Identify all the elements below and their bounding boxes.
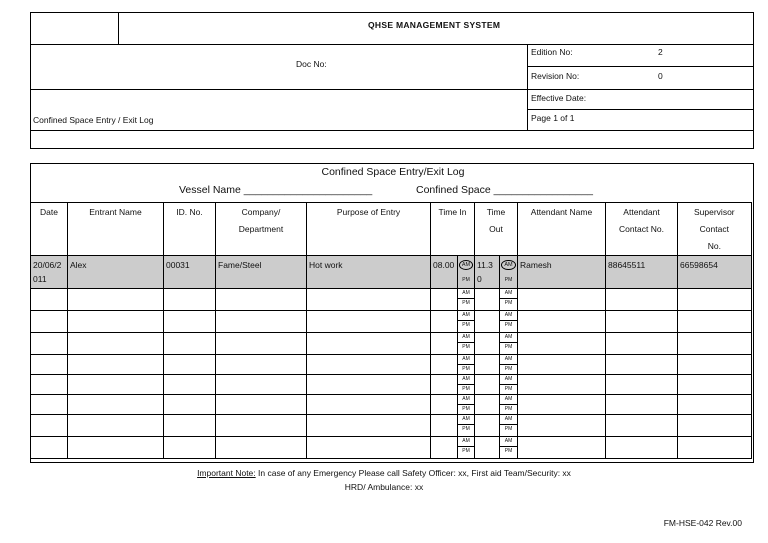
empty-cell[interactable] xyxy=(307,395,431,415)
empty-cell[interactable] xyxy=(678,333,752,355)
col-supervisor-contact: Supervisor Contact No. xyxy=(678,203,752,256)
note-label: Important Note: xyxy=(197,468,256,478)
empty-cell[interactable] xyxy=(606,437,678,459)
log-title: Confined Space Entry/Exit Log xyxy=(321,166,465,178)
empty-cell[interactable] xyxy=(678,437,752,459)
empty-cell[interactable] xyxy=(475,333,500,355)
pm-label: PM xyxy=(462,344,470,350)
am-label: AM xyxy=(500,375,517,385)
empty-cell[interactable] xyxy=(518,375,606,395)
header-block xyxy=(30,12,754,149)
pm-label: PM xyxy=(462,322,470,328)
am-label: AM xyxy=(458,415,474,425)
cell-time-out-ampm[interactable] xyxy=(500,415,518,437)
empty-cell[interactable] xyxy=(68,289,164,311)
empty-cell[interactable] xyxy=(678,289,752,311)
pm-label: PM xyxy=(462,406,470,412)
empty-cell[interactable] xyxy=(68,437,164,459)
empty-cell[interactable] xyxy=(606,333,678,355)
col-time-in: Time In xyxy=(431,203,475,256)
cell-time-in-ampm[interactable] xyxy=(458,395,475,415)
table-row xyxy=(31,289,752,311)
col-date: Date xyxy=(31,203,68,256)
table-row xyxy=(31,311,752,333)
pm-label: PM xyxy=(504,322,513,328)
cell-time-out-ampm[interactable] xyxy=(500,289,518,311)
cell-time-in-ampm[interactable] xyxy=(458,333,475,355)
col-entrant-name: Entrant Name xyxy=(68,203,164,256)
pm-label: PM xyxy=(462,448,470,454)
empty-cell[interactable] xyxy=(216,355,307,375)
col-purpose: Purpose of Entry xyxy=(307,203,431,256)
cell-time-in-ampm[interactable] xyxy=(458,311,475,333)
note-text: In case of any Emergency Please call Safety Officer: xx, First aid Team/Security: xx xyxy=(255,468,571,478)
empty-cell[interactable] xyxy=(216,289,307,311)
cell-time-out[interactable]: 11.30 xyxy=(475,256,500,289)
empty-cell[interactable] xyxy=(216,395,307,415)
am-label: AM xyxy=(458,355,474,365)
empty-cell[interactable] xyxy=(307,311,431,333)
confined-space-field[interactable]: Confined Space _________________ xyxy=(416,184,593,196)
cell-attendant[interactable]: Ramesh xyxy=(518,256,606,289)
cell-time-out-ampm[interactable] xyxy=(500,395,518,415)
table-row xyxy=(31,375,752,395)
empty-cell[interactable] xyxy=(678,415,752,437)
empty-cell[interactable] xyxy=(518,333,606,355)
empty-cell[interactable] xyxy=(475,289,500,311)
am-label: AM xyxy=(500,289,517,299)
empty-cell[interactable] xyxy=(68,415,164,437)
cell-date[interactable]: 20/06/2011 xyxy=(31,256,68,289)
revision-value: 0 xyxy=(658,71,663,81)
edition-value: 2 xyxy=(658,47,663,57)
pm-label: PM xyxy=(504,366,513,372)
cell-attendant-contact[interactable]: 88645511 xyxy=(606,256,678,289)
empty-cell[interactable] xyxy=(678,375,752,395)
table-row xyxy=(31,437,752,459)
cell-time-in-ampm[interactable]: AM PM xyxy=(458,256,475,289)
empty-cell[interactable] xyxy=(518,415,606,437)
am-label: AM xyxy=(458,395,474,405)
empty-cell[interactable] xyxy=(31,395,68,415)
am-label: AM xyxy=(500,311,517,321)
pm-label: PM xyxy=(462,426,470,432)
header-divider xyxy=(527,109,754,110)
empty-cell[interactable] xyxy=(431,375,458,395)
cell-time-out-ampm[interactable]: AM PM xyxy=(500,256,518,289)
empty-cell[interactable] xyxy=(68,395,164,415)
am-label: AM xyxy=(500,437,517,447)
cell-time-in-ampm[interactable] xyxy=(458,355,475,375)
table-header-row xyxy=(31,203,752,256)
system-title: QHSE MANAGEMENT SYSTEM xyxy=(368,20,501,30)
empty-cell[interactable] xyxy=(606,395,678,415)
cell-time-out-ampm[interactable] xyxy=(500,375,518,395)
am-label: AM xyxy=(500,355,517,365)
edition-label: Edition No: xyxy=(531,47,573,57)
am-label: AM xyxy=(458,333,474,343)
am-label: AM xyxy=(458,311,474,321)
empty-cell[interactable] xyxy=(678,355,752,375)
col-time-out: Time Out xyxy=(475,203,518,256)
col-company: Company/ Department xyxy=(216,203,307,256)
empty-cell[interactable] xyxy=(164,415,216,437)
cell-time-out-ampm[interactable] xyxy=(500,437,518,459)
log-table xyxy=(30,202,752,459)
cell-time-in[interactable]: 08.00 xyxy=(431,256,458,289)
header-divider xyxy=(30,89,754,90)
empty-cell[interactable] xyxy=(31,415,68,437)
cell-time-out-ampm[interactable] xyxy=(500,333,518,355)
cell-purpose[interactable]: Hot work xyxy=(307,256,431,289)
empty-cell[interactable] xyxy=(31,355,68,375)
cell-entrant[interactable]: Alex xyxy=(68,256,164,289)
empty-cell[interactable] xyxy=(431,311,458,333)
am-circle-icon: AM xyxy=(459,260,473,270)
empty-cell[interactable] xyxy=(606,375,678,395)
am-label: AM xyxy=(458,375,474,385)
empty-cell[interactable] xyxy=(518,311,606,333)
effective-date-label: Effective Date: xyxy=(531,93,587,103)
am-label: AM xyxy=(458,437,474,447)
empty-cell[interactable] xyxy=(518,437,606,459)
pm-label: PM xyxy=(462,386,470,392)
empty-cell[interactable] xyxy=(164,355,216,375)
note-line2: HRD/ Ambulance: xx xyxy=(344,482,424,492)
empty-cell[interactable] xyxy=(307,289,431,311)
page-label: Page 1 of 1 xyxy=(531,113,575,123)
empty-cell[interactable] xyxy=(678,311,752,333)
empty-cell[interactable] xyxy=(307,355,431,375)
header-divider xyxy=(118,12,119,44)
empty-cell[interactable] xyxy=(164,437,216,459)
empty-cell[interactable] xyxy=(216,311,307,333)
empty-cell[interactable] xyxy=(475,311,500,333)
empty-cell[interactable] xyxy=(307,437,431,459)
am-circle-icon: AM xyxy=(501,260,515,270)
empty-cell[interactable] xyxy=(164,311,216,333)
pm-label: PM xyxy=(504,344,513,350)
empty-cell[interactable] xyxy=(216,415,307,437)
table-row xyxy=(31,415,752,437)
empty-cell[interactable] xyxy=(31,311,68,333)
empty-cell[interactable] xyxy=(678,395,752,415)
col-id-no: ID. No. xyxy=(164,203,216,256)
empty-cell[interactable] xyxy=(31,289,68,311)
empty-cell[interactable] xyxy=(164,333,216,355)
document-title: Confined Space Entry / Exit Log xyxy=(33,115,154,125)
revision-label: Revision No: xyxy=(531,71,580,81)
am-label: AM xyxy=(458,289,474,299)
empty-cell[interactable] xyxy=(518,395,606,415)
cell-supervisor-contact[interactable]: 66598654 xyxy=(678,256,752,289)
cell-time-in-ampm[interactable] xyxy=(458,289,475,311)
empty-cell[interactable] xyxy=(518,355,606,375)
table-row xyxy=(31,333,752,355)
empty-cell[interactable] xyxy=(606,311,678,333)
pm-label: PM xyxy=(504,300,513,306)
empty-cell[interactable] xyxy=(431,437,458,459)
cell-time-out-ampm[interactable] xyxy=(500,311,518,333)
empty-cell[interactable] xyxy=(68,375,164,395)
empty-cell[interactable] xyxy=(31,333,68,355)
empty-cell[interactable] xyxy=(431,333,458,355)
pm-label: PM xyxy=(504,386,513,392)
cell-time-in-ampm[interactable] xyxy=(458,415,475,437)
empty-cell[interactable] xyxy=(307,333,431,355)
empty-cell[interactable] xyxy=(431,395,458,415)
important-note xyxy=(0,466,768,494)
empty-cell[interactable] xyxy=(216,333,307,355)
empty-cell[interactable] xyxy=(518,289,606,311)
empty-cell[interactable] xyxy=(307,415,431,437)
empty-cell[interactable] xyxy=(31,375,68,395)
empty-cell[interactable] xyxy=(475,375,500,395)
header-divider xyxy=(30,44,754,45)
table-row xyxy=(31,355,752,375)
empty-cell[interactable] xyxy=(307,375,431,395)
am-label: AM xyxy=(500,415,517,425)
col-attendant-name: Attendant Name xyxy=(518,203,606,256)
empty-cell[interactable] xyxy=(431,415,458,437)
empty-cell[interactable] xyxy=(475,355,500,375)
empty-cell[interactable] xyxy=(216,437,307,459)
empty-cell[interactable] xyxy=(216,375,307,395)
empty-cell[interactable] xyxy=(475,395,500,415)
form-code: FM-HSE-042 Rev.00 xyxy=(663,518,742,528)
empty-cell[interactable] xyxy=(164,375,216,395)
empty-cell[interactable] xyxy=(475,437,500,459)
cell-id[interactable]: 00031 xyxy=(164,256,216,289)
cell-company[interactable]: Fame/Steel xyxy=(216,256,307,289)
col-attendant-contact: Attendant Contact No. xyxy=(606,203,678,256)
empty-cell[interactable] xyxy=(606,415,678,437)
cell-time-out-ampm[interactable] xyxy=(500,355,518,375)
pm-label: PM xyxy=(504,406,513,412)
header-divider xyxy=(30,130,754,131)
cell-time-in-ampm[interactable] xyxy=(458,437,475,459)
doc-no-label: Doc No: xyxy=(296,59,327,69)
empty-cell[interactable] xyxy=(606,355,678,375)
empty-cell[interactable] xyxy=(431,355,458,375)
table-row xyxy=(31,395,752,415)
vessel-name-field[interactable]: Vessel Name ______________________ xyxy=(179,184,373,196)
pm-label: PM xyxy=(504,426,513,432)
empty-cell[interactable] xyxy=(68,355,164,375)
am-label: AM xyxy=(500,333,517,343)
empty-cell[interactable] xyxy=(68,311,164,333)
empty-cell[interactable] xyxy=(164,289,216,311)
empty-cell[interactable] xyxy=(475,415,500,437)
table-row xyxy=(31,256,752,289)
empty-cell[interactable] xyxy=(606,289,678,311)
pm-label: PM xyxy=(462,300,470,306)
empty-cell[interactable] xyxy=(164,395,216,415)
empty-cell[interactable] xyxy=(431,289,458,311)
header-divider xyxy=(527,66,754,67)
pm-label: PM xyxy=(462,366,470,372)
cell-time-in-ampm[interactable] xyxy=(458,375,475,395)
am-label: AM xyxy=(500,395,517,405)
header-divider xyxy=(527,44,528,130)
pm-label: PM xyxy=(504,448,513,454)
empty-cell[interactable] xyxy=(68,333,164,355)
empty-cell[interactable] xyxy=(31,437,68,459)
